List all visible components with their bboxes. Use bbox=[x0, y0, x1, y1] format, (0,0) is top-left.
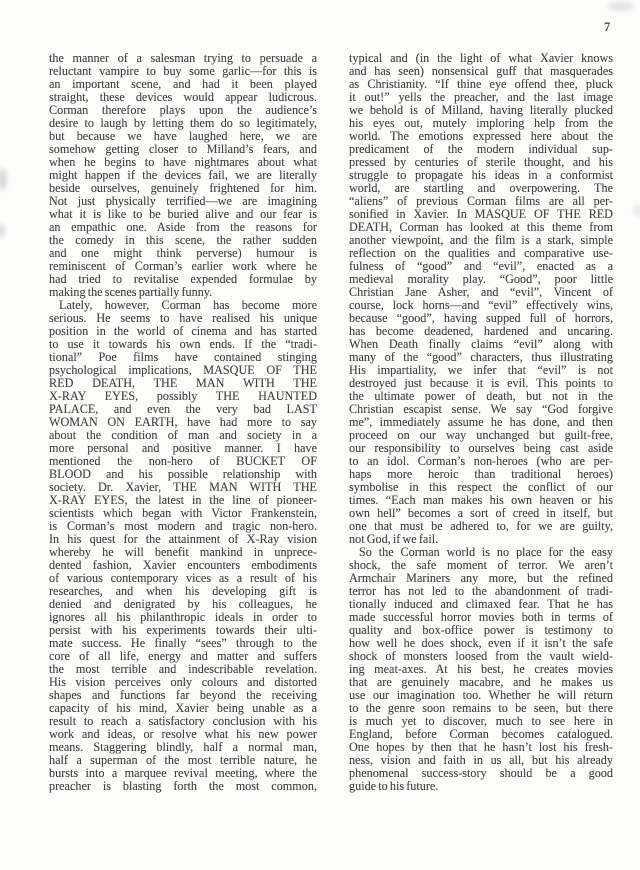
text-line: the manner of a salesman trying to persuade a bbox=[49, 52, 317, 65]
text-line: X-RAY EYES, possibly THE HAUNTED bbox=[49, 390, 317, 403]
text-line: about the condition of man and society in a bbox=[49, 429, 317, 442]
text-line: work and ideas, or resolve what his new power bbox=[49, 728, 317, 741]
text-line: Armchair Mariners any more, but the refined bbox=[349, 572, 613, 585]
text-line: terror has not led to the abandonment of tradi- bbox=[349, 585, 613, 598]
text-line: psychological implications, MASQUE OF THE bbox=[49, 364, 317, 377]
text-line: symbolise in this respect the conflict of our bbox=[349, 481, 613, 494]
text-line: one that must be adhered to, for we are guilty, bbox=[349, 520, 613, 533]
text-line: bursts into a marquee revival meeting, where the bbox=[49, 767, 317, 780]
text-line: had tried to revitalise expended formulae by bbox=[49, 273, 317, 286]
text-line: X-RAY EYES, the latest in the line of pioneer- bbox=[49, 494, 317, 507]
text-line: reluctant vampire to buy some garlic—for this is bbox=[49, 65, 317, 78]
text-line: haps more heroic than traditional heroes) bbox=[349, 468, 613, 481]
text-line: whereby he will benefit mankind in unprece- bbox=[49, 546, 317, 559]
text-line: England, before Corman becomes catalogued. bbox=[349, 728, 613, 741]
text-line: position in the world of cinema and has started bbox=[49, 325, 317, 338]
text-line: is Corman’s most modern and tragic non-hero. bbox=[49, 520, 317, 533]
text-column-left bbox=[49, 52, 317, 793]
text-line: shapes and functions far beyond the receiving bbox=[49, 689, 317, 702]
text-line: preacher is blasting forth the most common, bbox=[49, 780, 317, 793]
text-line: researches, and when his developing gift is bbox=[49, 585, 317, 598]
text-line: In his quest for the attainment of X-Ray vision bbox=[49, 533, 317, 546]
text-line: course, lock horns—and “evil” effectively wins, bbox=[349, 299, 613, 312]
text-line: scientists which began with Victor Frankenstein, bbox=[49, 507, 317, 520]
text-line: mate success. He finally “sees” through to the bbox=[49, 637, 317, 650]
text-line: predicament of the modern individual sup- bbox=[349, 143, 613, 156]
text-line: another viewpoint, and the film is a stark, simple bbox=[349, 234, 613, 247]
text-line: more personal and positive manner. I have bbox=[49, 442, 317, 455]
text-line: Christian Jane Asher, and “evil”, Vincent of bbox=[349, 286, 613, 299]
text-line: is much yet to discover, much to see here in bbox=[349, 715, 613, 728]
text-line: shock of monsters loosed from the vault wield- bbox=[349, 650, 613, 663]
text-line: when he begins to have nightmares about what bbox=[49, 156, 317, 169]
text-line: and has seen) nonsensical guff that masquerades bbox=[349, 65, 613, 78]
text-line: WOMAN ON EARTH, have had more to say bbox=[49, 416, 317, 429]
text-line: Corman therefore plays upon the audience’s bbox=[49, 104, 317, 117]
text-line: an empathic one. Aside from the reasons for bbox=[49, 221, 317, 234]
text-line: the comedy in this scene, the rather sudden bbox=[49, 234, 317, 247]
text-line: dented fashion, Xavier encounters embodiments bbox=[49, 559, 317, 572]
text-line: desire to laugh by letting them do so legitimately, bbox=[49, 117, 317, 130]
text-line: straight, these devices would appear ludicrous. bbox=[49, 91, 317, 104]
text-line: Christian escapist sense. We say “God forgive bbox=[349, 403, 613, 416]
text-line: Lately, however, Corman has become more bbox=[59, 299, 317, 312]
text-line: ignores all his philanthropic ideals in order to bbox=[49, 611, 317, 624]
text-line: the ultimate power of death, but not in the bbox=[349, 390, 613, 403]
text-line: but because we have laughed here, we are bbox=[49, 130, 317, 143]
text-line: sonified in Xavier. In MASQUE OF THE RED bbox=[349, 208, 613, 221]
text-line: guide to his future. bbox=[349, 780, 439, 793]
text-line: typical and (in the light of what Xavier knows bbox=[349, 52, 613, 65]
text-line: denied and denigrated by his colleagues, he bbox=[49, 598, 317, 611]
text-line: as Christianity. “If thine eye offend thee, pluck bbox=[349, 78, 613, 91]
text-line: that are genuinely macabre, and he makes us bbox=[349, 676, 613, 689]
text-line: His impartiality, we infer that “evil” is not bbox=[349, 364, 613, 377]
text-line: world. The emotions expressed here about the bbox=[349, 130, 613, 143]
text-line: persist with his experiments towards their ulti- bbox=[49, 624, 317, 637]
text-line: our responsibility to ourselves being cast aside bbox=[349, 442, 613, 455]
text-line: When Death finally claims “evil” along with bbox=[349, 338, 613, 351]
text-line: phenomenal success-story should be a good bbox=[349, 767, 613, 780]
text-line: to the genre soon remains to be seen, but there bbox=[349, 702, 613, 715]
text-line: and one might think perverse) humour is bbox=[49, 247, 317, 260]
text-line: PALACE, and even the very bad LAST bbox=[49, 403, 317, 416]
text-line: pressed by centuries of sterile thought, and his bbox=[349, 156, 613, 169]
text-line: result to reach a satisfactory conclusion with his bbox=[49, 715, 317, 728]
text-line: making the scenes partially funny. bbox=[49, 286, 213, 299]
scan-artifact bbox=[608, 2, 634, 11]
text-line: his eyes out, mutely imploring help from the bbox=[349, 117, 613, 130]
page-number: 7 bbox=[604, 20, 611, 34]
text-line: society. Dr. Xavier, THE MAN WITH THE bbox=[49, 481, 317, 494]
text-line: use our imagination too. Whether he will return bbox=[349, 689, 613, 702]
scan-artifact bbox=[0, 168, 7, 190]
text-line: medieval morality play. “Good”, poor little bbox=[349, 273, 613, 286]
text-line: Not just physically terrified—we are imagining bbox=[49, 195, 317, 208]
text-line: proceed on our way unchanged but guilt-free, bbox=[349, 429, 613, 442]
text-line: reminiscent of Corman’s earlier work where he bbox=[49, 260, 317, 273]
text-line: many of the “good” characters, thus illustrating bbox=[349, 351, 613, 364]
text-line: made successful horror movies both in terms of bbox=[349, 611, 613, 624]
text-line: ing meat-axes. At his best, he creates movies bbox=[349, 663, 613, 676]
text-line: it out!” yells the preacher, and the last image bbox=[349, 91, 613, 104]
text-line: world, are startling and overpowering. The bbox=[349, 182, 613, 195]
text-line: the most terrible and indescribable revelation. bbox=[49, 663, 317, 676]
text-line: destroyed just because it is evil. This points to bbox=[349, 377, 613, 390]
scan-artifact bbox=[0, 224, 5, 238]
text-line: tionally induced and climaxed fear. That he has bbox=[349, 598, 613, 611]
text-line: shock, the safe moment of terror. We aren’t bbox=[349, 559, 613, 572]
text-line: own hell” becomes a sort of creed in itself, but bbox=[349, 507, 613, 520]
text-line: has become deadened, hardened and uncaring. bbox=[349, 325, 613, 338]
text-line: we behold is of Milland, having literally plucked bbox=[349, 104, 613, 117]
text-line: capacity of his mind, Xavier being unable as a bbox=[49, 702, 317, 715]
text-line: of various contemporary vices as a result of his bbox=[49, 572, 317, 585]
text-line: His vision perceives only colours and distorted bbox=[49, 676, 317, 689]
text-line: what it is like to be buried alive and our fear is bbox=[49, 208, 317, 221]
text-line: somehow getting closer to Milland’s fears, and bbox=[49, 143, 317, 156]
text-line: not God, if we fail. bbox=[349, 533, 439, 546]
text-column-right bbox=[349, 52, 613, 793]
text-line: to an idol. Corman’s non-heroes (who are per- bbox=[349, 455, 613, 468]
text-line: quality and box-office power is testimony to bbox=[349, 624, 613, 637]
scan-artifact bbox=[634, 205, 640, 217]
text-line: beside ourselves, genuinely frightened for him. bbox=[49, 182, 317, 195]
text-line: means. Staggering blindly, half a normal man, bbox=[49, 741, 317, 754]
text-line: times. “Each man makes his own heaven or his bbox=[349, 494, 613, 507]
text-line: half a superman of the most terrible nature, he bbox=[49, 754, 317, 767]
text-line: So the Corman world is no place for the easy bbox=[359, 546, 613, 559]
text-line: One hopes by then that he hasn’t lost his fresh- bbox=[349, 741, 613, 754]
text-line: might happen if the devices fail, we are literally bbox=[49, 169, 317, 182]
text-line: how well he does shock, even if it isn’t the safe bbox=[349, 637, 613, 650]
text-line: reflection on the qualities and comparative use- bbox=[349, 247, 613, 260]
text-line: ness, vision and faith in us all, but his already bbox=[349, 754, 613, 767]
text-line: struggle to propagate his ideas in a conformist bbox=[349, 169, 613, 182]
text-line: tional” Poe films have contained stinging bbox=[49, 351, 317, 364]
text-line: because “good”, having supped full of horrors, bbox=[349, 312, 613, 325]
text-line: serious. He seems to have realised his unique bbox=[49, 312, 317, 325]
text-line: to use it towards his own ends. If the “tradi- bbox=[49, 338, 317, 351]
text-line: mentioned the non-hero of BUCKET OF bbox=[49, 455, 317, 468]
text-line: DEATH, Corman has looked at this theme from bbox=[349, 221, 613, 234]
text-line: RED DEATH, THE MAN WITH THE bbox=[49, 377, 317, 390]
text-line: BLOOD and his possible relationship with bbox=[49, 468, 317, 481]
article-body bbox=[49, 52, 613, 793]
text-line: “aliens” of previous Corman films are all per- bbox=[349, 195, 613, 208]
text-line: me”, immediately assume he has done, and then bbox=[349, 416, 613, 429]
text-line: fulness of “good” and “evil”, enacted as a bbox=[349, 260, 613, 273]
text-line: an important scene, and had it been played bbox=[49, 78, 317, 91]
text-line: core of all life, energy and matter and suffers bbox=[49, 650, 317, 663]
